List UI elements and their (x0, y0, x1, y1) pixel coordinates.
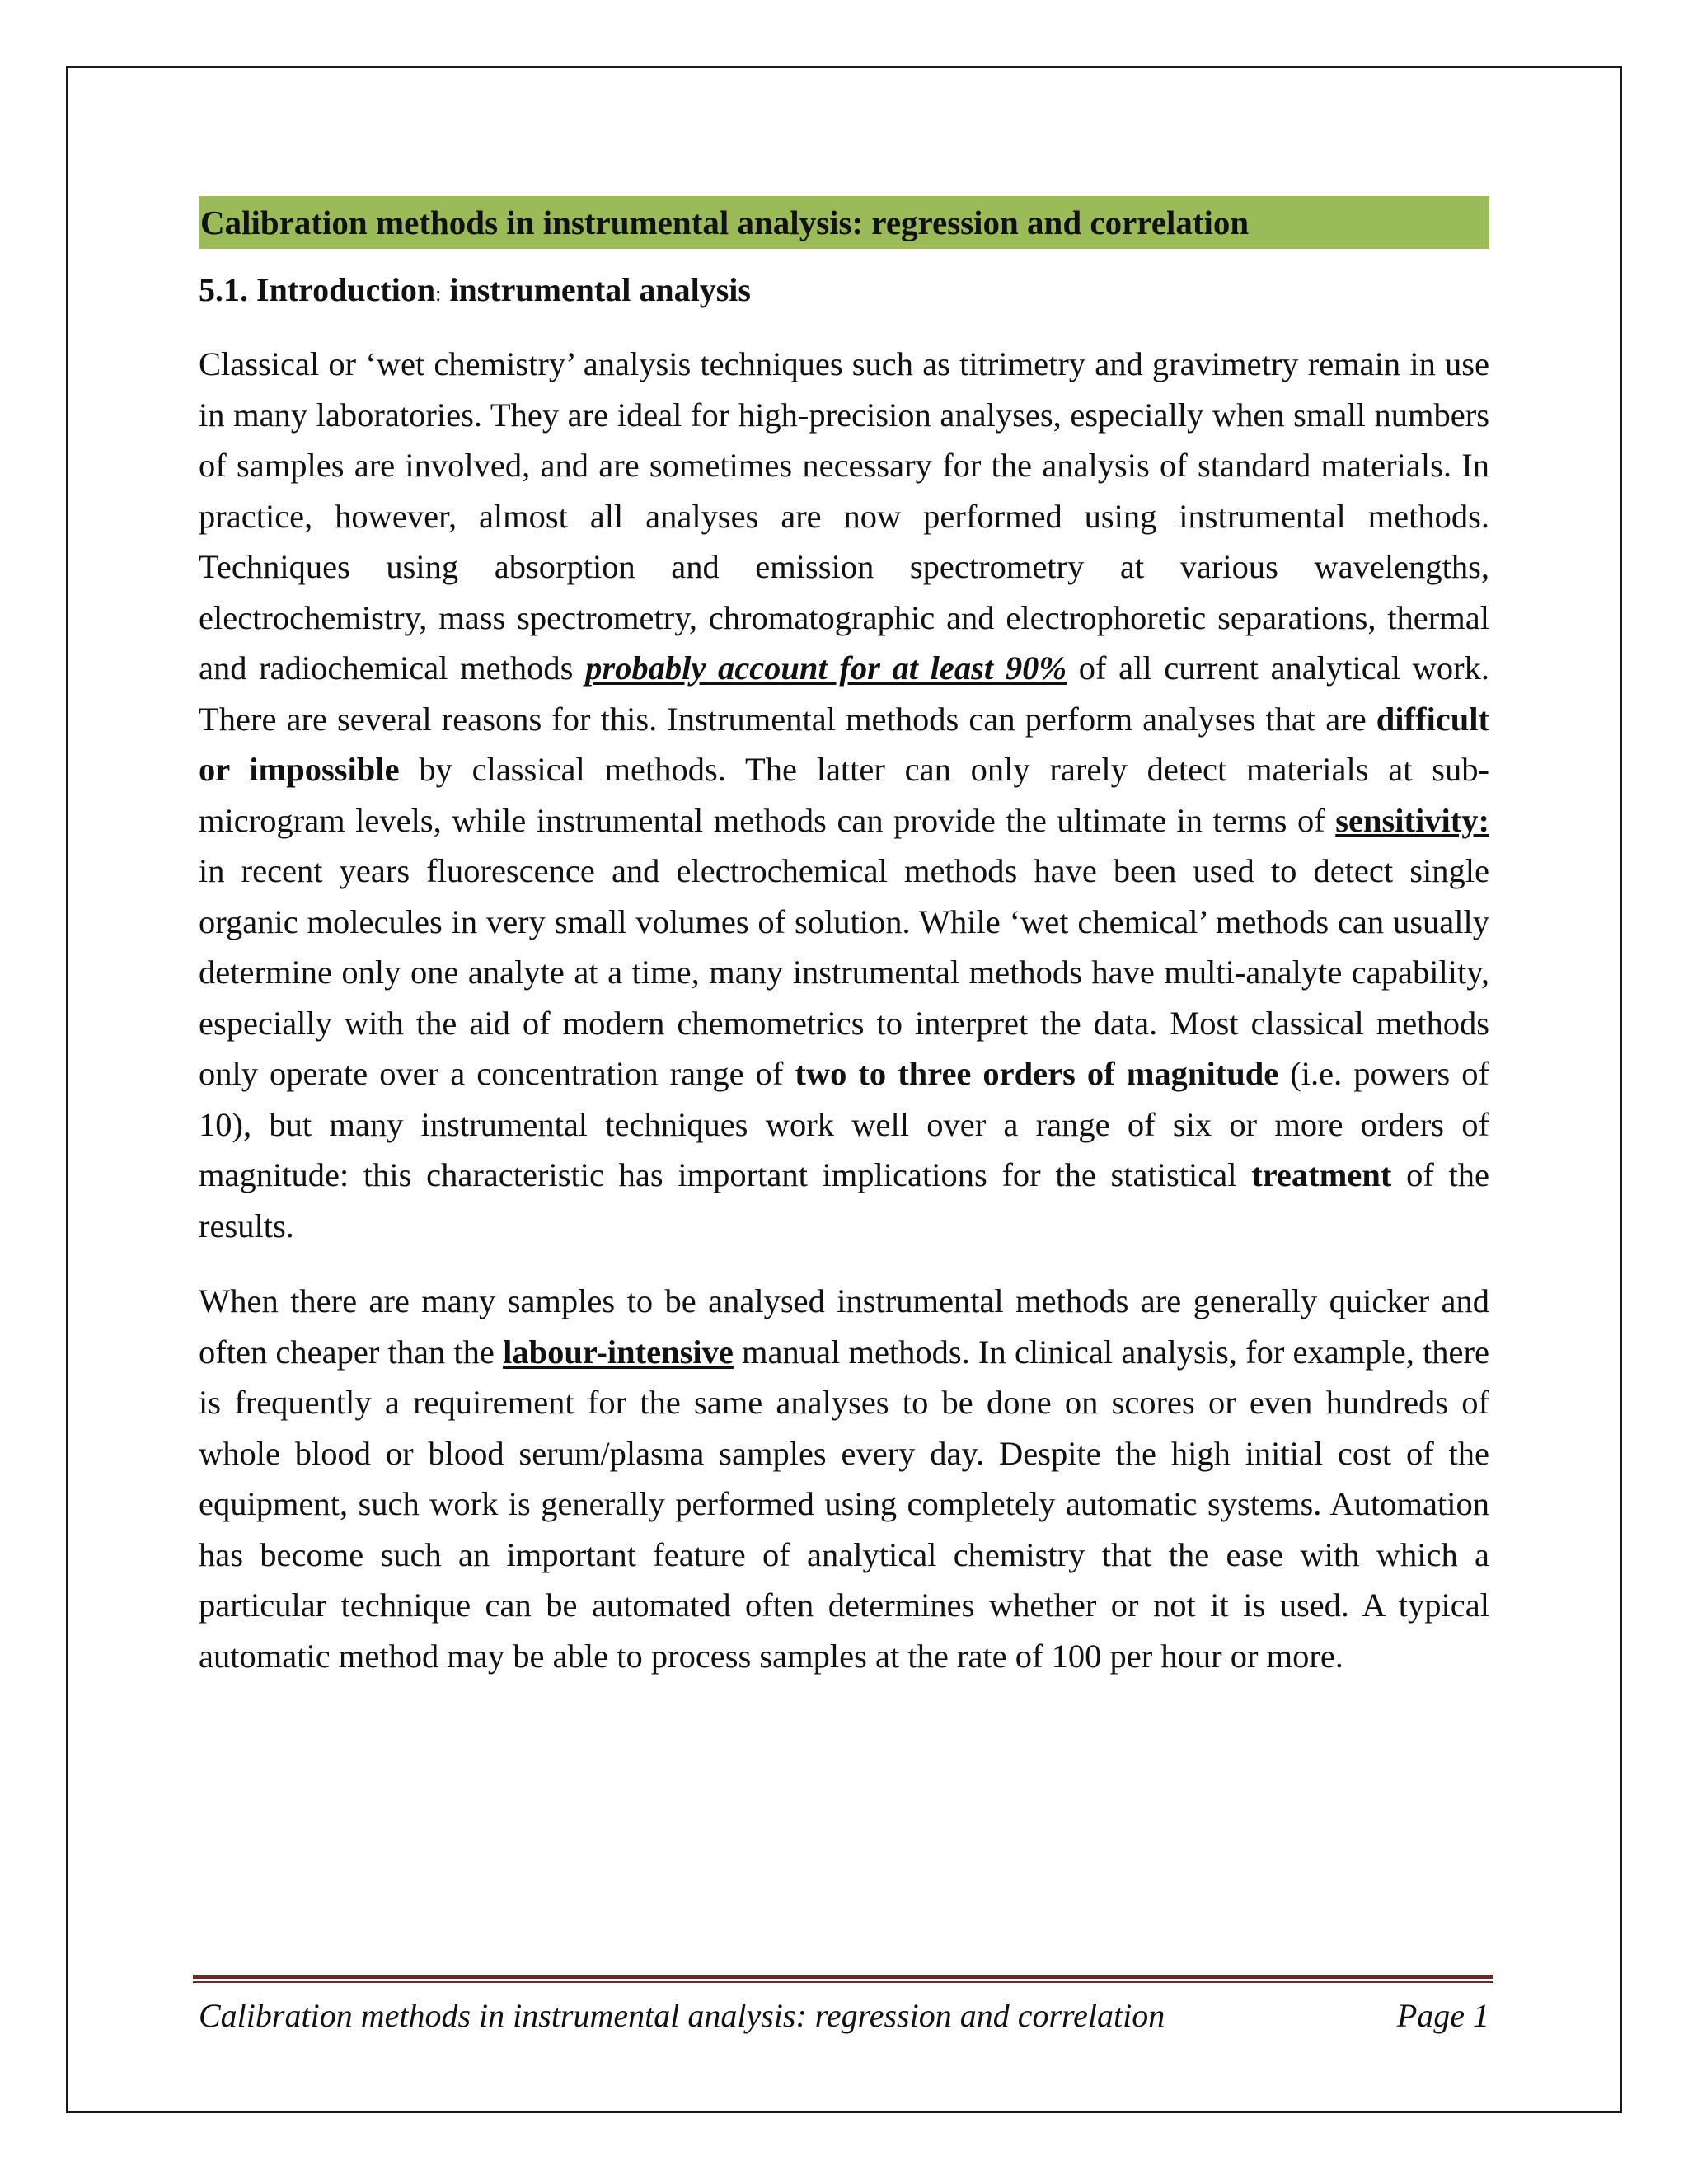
paragraph-1-text-3: by classical methods. The latter can only rarely detect materials at sub-microgram levels, while instrumental methods can provide the ultimate in terms of (199, 751, 1489, 839)
page-content (199, 196, 1489, 1681)
paragraph-1-text-5: (i.e. powers of 10), but many instrumental techniques work well over a range of six or more orders of magnitude: this characteristic has important implications for the statistical (199, 1055, 1489, 1193)
section-number-title: 5.1. Introduction (199, 271, 436, 308)
emphasis-treatment: treatment (1251, 1156, 1392, 1193)
footer-page-number: Page 1 (1396, 1997, 1489, 2034)
footer-divider-thick (193, 1975, 1493, 1979)
section-subtitle: instrumental analysis (441, 271, 751, 308)
section-heading-colon: : (435, 282, 442, 306)
paragraph-1-text-1: Classical or ‘wet chemistry’ analysis techniques such as titrimetry and gravimetry remain in use in many laboratories. They are ideal for high-precision analyses, especially when small numbers of samples are involved, and are sometimes necessary for the analysis of standard materials. In practice, however, almost all analyses are now performed using instrumental methods. Techniques using absorption and emission spectrometry at various wavelengths, electrochemistry, mass spectrometry, chromatographic and electrophoretic separations, thermal and radiochemical methods (199, 345, 1489, 687)
emphasis-labour-intensive: labour-intensive (503, 1333, 734, 1371)
emphasis-orders-of-magnitude: two to three orders of magnitude (795, 1055, 1279, 1092)
footer-divider-thin (193, 1981, 1493, 1983)
emphasis-difficult-impossible: difficult or impossible (199, 700, 1489, 788)
emphasis-90-percent: probably account for at least 90% (585, 649, 1067, 687)
paragraph-2 (199, 1276, 1489, 1681)
paragraph-1-text-4: in recent years fluorescence and electrochemical methods have been used to detect single organic molecules in very small volumes of solution. While ‘wet chemical’ methods can usually determine only one analyte at a time, many instrumental methods have multi-analyte capability, especially with the aid of modern chemometrics to interpret the data. Most classical methods only operate over a concentration range of (199, 852, 1489, 1092)
paragraph-1-text-6: of the results. (199, 1156, 1489, 1244)
paragraph-1 (199, 339, 1489, 1251)
page-footer (199, 1993, 1489, 2039)
paragraph-1-text-2: of all current analytical work. There are several reasons for this. Instrumental methods can perform analyses that are (199, 649, 1489, 738)
paragraph-2-text-2: manual methods. In clinical analysis, for example, there is frequently a requirement for the same analyses to be done on scores or even hundreds of whole blood or blood serum/plasma samples every day. Despite the high initial cost of the equipment, such work is generally performed using completely automatic systems. Automation has become such an important feature of analytical chemistry that the ease with which a particular technique can be automated often determines whether or not it is used. A typical automatic method may be able to process samples at the rate of 100 per hour or more. (199, 1333, 1489, 1675)
document-title-banner: Calibration methods in instrumental analysis: regression and correlation (199, 196, 1489, 249)
section-heading (199, 269, 1489, 316)
paragraph-2-text-1: When there are many samples to be analysed instrumental methods are generally quicker and often cheaper than the (199, 1282, 1489, 1371)
emphasis-sensitivity: sensitivity: (1335, 801, 1489, 839)
footer-divider (193, 1975, 1493, 1985)
footer-title: Calibration methods in instrumental analysis: regression and correlation (199, 1997, 1165, 2034)
